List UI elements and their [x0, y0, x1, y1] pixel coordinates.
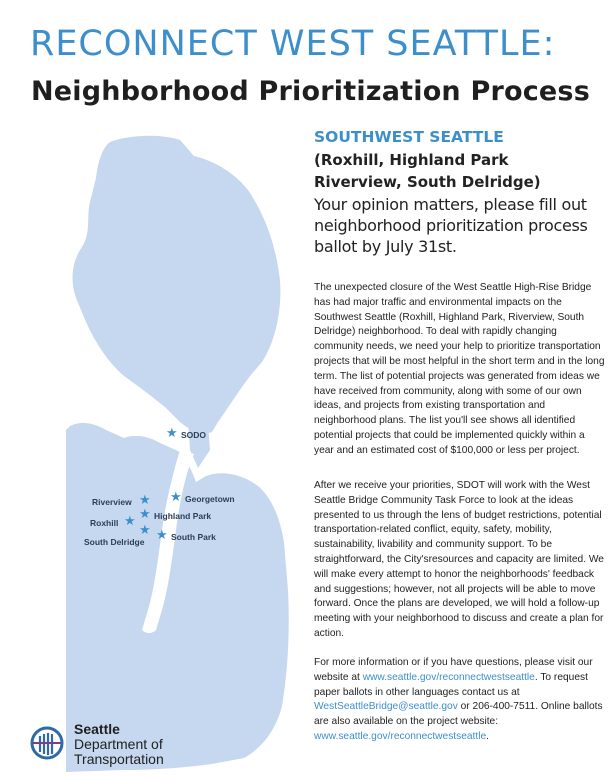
- logo-line-transportation: Transportation: [74, 751, 164, 767]
- subareas-heading: [314, 149, 602, 193]
- contact-text-2: . To request paper ballots in other languages contact us at: [314, 671, 588, 698]
- logo-line-department: Department of: [74, 736, 163, 752]
- star-icon: ★: [139, 507, 151, 522]
- seattle-seal-icon: [30, 724, 64, 762]
- ballot-callout: Your opinion matters, please fill out neighborhood prioritization process ballot by July 31st.: [314, 195, 588, 256]
- sdot-logo: [30, 722, 190, 770]
- intro-block: [314, 128, 602, 257]
- map-label-georgetown: Georgetown: [185, 494, 235, 504]
- paragraph-contact-info: [314, 656, 606, 745]
- map-label-roxhill: Roxhill: [90, 518, 119, 528]
- map-label-south-park: South Park: [171, 532, 216, 542]
- paragraph-next-steps: After we receive your priorities, SDOT will work with the West Seattle Bridge Community Task Force to look at the ideas presented to us through the lens of budget restrictions, potential transportation-related conflict, equity, safety, mobility, sustainability, livability and community support. To be straightforward, the City'sresources and capacity are limited. We will make every attempt to honor the neighborhoods' feedback and suggestions; however, not all projects will be able to move forward. Once the plans are developed, we will hold a follow-up meeting with your neighborhood to discuss and create a plan for action.: [314, 480, 604, 639]
- page-title: RECONNECT WEST SEATTLE:: [30, 24, 556, 64]
- logo-line-seattle: Seattle: [74, 721, 120, 737]
- seattle-map: [62, 130, 298, 775]
- map-label-highland-park: Highland Park: [154, 511, 212, 521]
- email-link[interactable]: WestSeattleBridge@seattle.gov: [314, 701, 458, 713]
- page-subtitle: Neighborhood Prioritization Process: [31, 76, 590, 107]
- star-icon: ★: [139, 523, 151, 538]
- paragraph-closure-impact: The unexpected closure of the West Seattle High-Rise Bridge has had major traffic and environmental impacts on the Southwest Seattle (Roxhill, Highland Park, Riverview, South Delridge) neighborhood. To deal with rapidly changing community needs, we need your help to prioritize transportation projects that will be most helpful in the short term and in the long term. The list of potential projects was generated from ideas we have received from community, along with some of our own ideas, and projects from existing transportation and neighborhood plans. The list you'll see shows all identified potential projects that could be implemented quickly within a year and an estimated cost of $100,000 or less per project.: [314, 282, 605, 456]
- sdot-wordmark: [74, 722, 164, 767]
- star-icon: ★: [170, 490, 182, 505]
- contact-text-1: For more information or if you have questions, please visit our website at: [314, 657, 593, 683]
- contact-text-4: .: [486, 730, 489, 742]
- star-icon: ★: [139, 493, 151, 508]
- star-icon: ★: [156, 528, 168, 543]
- seattle-map-shape: [62, 130, 298, 775]
- map-label-south-delridge: South Delridge: [84, 537, 145, 547]
- map-label-sodo: SODO: [181, 430, 207, 440]
- subareas-line-1: (Roxhill, Highland Park: [314, 151, 509, 169]
- star-icon: ★: [166, 426, 178, 441]
- subareas-line-2: Riverview, South Delridge): [314, 173, 541, 191]
- star-icon: ★: [124, 514, 136, 529]
- website-link[interactable]: www.seattle.gov/reconnectwestseattle: [362, 671, 535, 683]
- project-website-link[interactable]: www.seattle.gov/reconnectwestseattle: [314, 730, 487, 742]
- contact-text-3: or 206-400-7511. Online ballots are also available on the project website:: [314, 701, 603, 728]
- region-heading: SOUTHWEST SEATTLE: [314, 128, 504, 146]
- map-label-riverview: Riverview: [92, 497, 132, 507]
